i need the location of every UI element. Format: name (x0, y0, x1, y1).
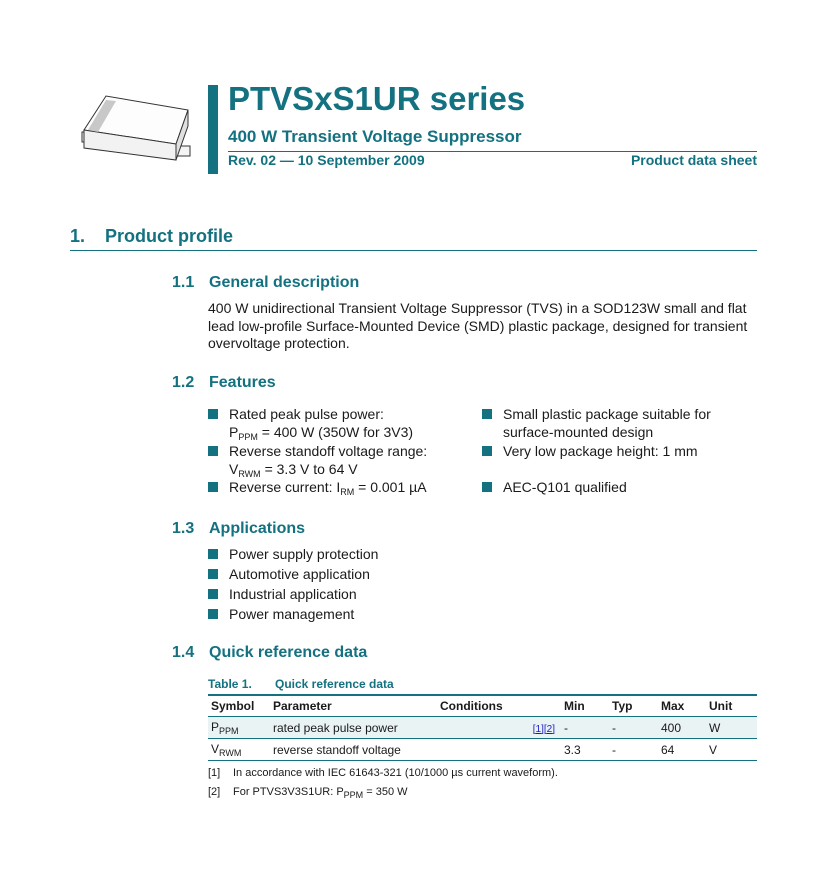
revision-info: Rev. 02 — 10 September 2009 (228, 152, 425, 168)
heading-applications (172, 520, 305, 538)
table-row (208, 739, 757, 761)
parameter-cell: reverse standoff voltage (270, 739, 437, 761)
symbol-subscript: RWM (238, 469, 261, 479)
table-caption-text: Quick reference data (275, 677, 394, 691)
symbol: V (211, 741, 220, 756)
max-cell: 400 (658, 717, 706, 739)
feature-text: Rated peak pulse power: (229, 406, 384, 422)
unit-cell: W (706, 717, 757, 739)
feature-value: = 0.001 µA (354, 479, 427, 495)
bullet-icon (208, 589, 218, 599)
footnote (208, 767, 558, 779)
footnote-text: For PTVS3V3S1UR: P (233, 786, 344, 798)
footnote-number: [2] (208, 786, 221, 798)
col-header-conditions: Conditions (437, 695, 561, 717)
heading-features (172, 374, 276, 392)
bullet-icon (208, 549, 218, 559)
footnote-link-2[interactable]: [2] (543, 723, 555, 735)
section-divider (70, 250, 757, 251)
feature-text: Reverse standoff voltage range: (229, 443, 428, 459)
subsection-number: 1.2 (172, 374, 195, 391)
table-row (208, 717, 757, 739)
feature-text: Very low package height: 1 mm (503, 443, 698, 459)
col-header-max: Max (658, 695, 706, 717)
package-image (70, 88, 200, 168)
typ-cell: - (609, 717, 658, 739)
feature-text: AEC-Q101 qualified (503, 479, 627, 495)
subsection-title: General description (209, 274, 360, 291)
bullet-icon (482, 482, 492, 492)
feature-value: = 3.3 V to 64 V (260, 461, 358, 477)
symbol-subscript: RWM (219, 747, 242, 758)
col-header-min: Min (561, 695, 609, 717)
conditions-cell (437, 717, 561, 739)
conditions-cell (437, 739, 561, 761)
footnote-link-1[interactable]: [1] (532, 723, 544, 735)
min-cell: 3.3 (561, 739, 609, 761)
col-header-symbol: Symbol (208, 695, 270, 717)
table-caption (208, 677, 394, 691)
table-number: Table 1. (208, 677, 252, 691)
section-title: Product profile (105, 226, 234, 246)
unit-cell: V (706, 739, 757, 761)
symbol-cell (208, 739, 270, 761)
feature-value: = 400 W (350W for 3V3) (257, 424, 414, 440)
doc-type: Product data sheet (630, 152, 757, 168)
application-text: Industrial application (229, 586, 357, 602)
general-description-text: 400 W unidirectional Transient Voltage Suppressor (TVS) in a SOD123W small and flat lead low-profile Surface-Mounted Device (SMD) plastic package, designed for transient overvoltage protection. (208, 300, 748, 351)
subsection-title: Quick reference data (209, 644, 368, 661)
application-text: Power supply protection (229, 546, 379, 562)
application-text: Automotive application (229, 566, 370, 582)
footnote (208, 786, 408, 800)
symbol-cell (208, 717, 270, 739)
heading-general-description (172, 274, 359, 292)
feature-text: Small plastic package suitable for (503, 406, 711, 422)
subsection-number: 1.1 (172, 274, 195, 291)
bullet-icon (208, 609, 218, 619)
subsection-title: Applications (209, 520, 306, 537)
quick-reference-table (208, 694, 757, 761)
symbol-subscript: PPM (238, 432, 258, 442)
bullet-icon (208, 569, 218, 579)
footnote-text: In accordance with IEC 61643-321 (10/1000 µs current waveform). (233, 767, 558, 779)
document-subtitle: 400 W Transient Voltage Suppressor (228, 127, 522, 146)
subsection-number: 1.3 (172, 520, 195, 537)
subsection-title: Features (209, 374, 276, 391)
max-cell: 64 (658, 739, 706, 761)
col-header-typ: Typ (609, 695, 658, 717)
symbol-subscript: PPM (219, 725, 239, 736)
bullet-icon (208, 409, 218, 419)
symbol-subscript: PPM (343, 790, 364, 800)
footnote-number: [1] (208, 767, 221, 779)
bullet-icon (208, 446, 218, 456)
application-text: Power management (229, 606, 355, 622)
min-cell: - (561, 717, 609, 739)
symbol-subscript: RM (340, 487, 355, 497)
bullet-icon (208, 482, 218, 492)
col-header-parameter: Parameter (270, 695, 437, 717)
symbol: P (211, 719, 220, 734)
bullet-icon (482, 409, 492, 419)
header-accent-bar (208, 85, 218, 174)
heading-quick-reference (172, 644, 367, 662)
document-title: PTVSxS1UR series (228, 80, 526, 117)
symbol: I (336, 479, 341, 495)
symbol: V (229, 461, 239, 477)
col-header-unit: Unit (706, 695, 757, 717)
footnote-value: = 350 W (363, 786, 408, 798)
section-heading-product-profile (70, 226, 233, 247)
subsection-number: 1.4 (172, 644, 195, 661)
typ-cell: - (609, 739, 658, 761)
symbol: P (229, 424, 239, 440)
table-header-row (208, 695, 757, 717)
section-number: 1. (70, 226, 86, 246)
bullet-icon (482, 446, 492, 456)
parameter-cell: rated peak pulse power (270, 717, 437, 739)
feature-text: surface-mounted design (503, 424, 654, 440)
feature-text: Reverse current: (229, 479, 337, 495)
